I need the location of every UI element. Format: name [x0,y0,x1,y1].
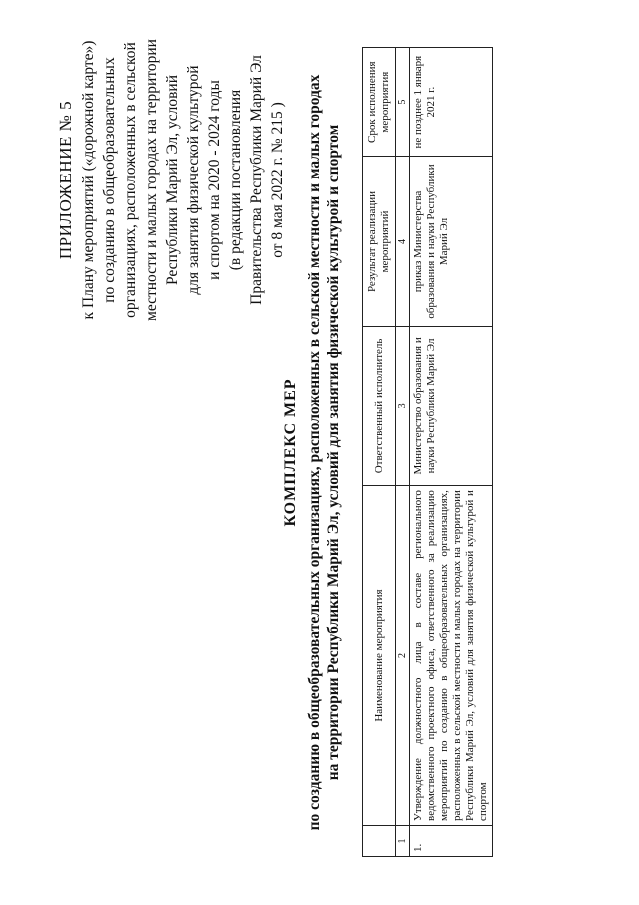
document-title: КОМПЛЕКС МЕР [282,378,299,527]
row-executor: Министерство образования и науки Республики Марий Эл [410,326,493,485]
appendix-line: для занятия физической культурой [185,65,202,295]
column-number: 5 [396,48,410,157]
subtitle-line: на территории Республики Марий Эл, условий для занятия физической культурой и спортом [325,124,342,781]
row-number: 1. [410,825,493,856]
appendix-block [55,15,288,345]
appendix-line: местности и малых городах на территории [143,39,160,321]
column-number: 3 [396,326,410,485]
appendix-line: и спортом на 2020 - 2024 годы [206,80,223,280]
header-cell-deadline: Срок исполнения мероприятия [363,48,396,157]
appendix-line: организациях, расположенных в сельской [122,42,139,318]
measures-table [362,47,493,857]
appendix-line: Правительства Республики Марий Эл [248,55,265,305]
document-subtitle [305,40,343,865]
table-header-row [363,48,396,857]
appendix-line: Республики Марий Эл, условий [164,74,181,286]
appendix-line: к Плану мероприятий («дорожной карте») [80,40,97,320]
header-cell-name: Наименование мероприятия [363,486,396,826]
header-cell-number [363,825,396,856]
appendix-title: ПРИЛОЖЕНИЕ № 5 [56,100,75,260]
row-measure-name: Утверждение должностного лица в составе регионального ведомственного проектного офиса, ответственного за реализацию мероприятий по созданию в общеобразовательных организациях, расположенных в сельской местности и малых городах на территории Республики Марий Эл, условий для занятия физической культурой и спортом [410,486,493,826]
table-column-numbers-row [396,48,410,857]
appendix-line: от 8 мая 2022 г. № 215 ) [269,102,286,258]
column-number: 1 [396,825,410,856]
row-result: приказ Министерства образования и науки Республики Марий Эл [410,157,493,326]
column-number: 4 [396,157,410,326]
subtitle-line: по созданию в общеобразовательных организациях, расположенных в сельской местности и малых городах [306,74,323,831]
column-number: 2 [396,486,410,826]
appendix-line: по созданию в общеобразовательных [101,57,118,303]
table-row [410,48,493,857]
row-deadline: не позднее 1 января 2021 г. [410,48,493,157]
appendix-line: (в редакции постановления [227,89,244,271]
header-cell-result: Результат реализации мероприятий [363,157,396,326]
header-cell-executor: Ответственный исполнитель [363,326,396,485]
